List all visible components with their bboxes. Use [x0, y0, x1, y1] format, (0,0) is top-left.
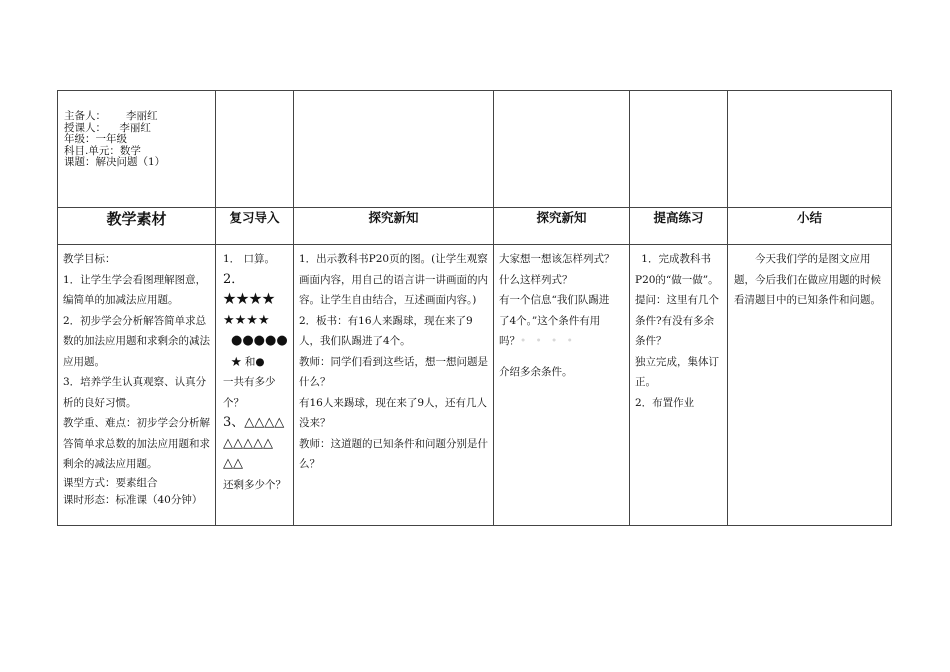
teacher-line: 授课人： 李丽红	[64, 121, 151, 134]
practice-question: 提问：这里有几个条件?有没有多余条件？	[635, 294, 719, 347]
question-remaining: 还剩多少个？	[223, 478, 286, 491]
empty-cell	[728, 91, 892, 208]
preparer-line: 主备人： 李丽红	[64, 110, 158, 122]
practice-cell	[630, 245, 728, 526]
extra-condition-note: 介绍多余条件。	[499, 365, 573, 378]
empty-cell	[216, 91, 294, 208]
word-problem: 有16人来踢球，现在来了9人，还有几人没来？	[299, 396, 488, 429]
dots-row: ●●●●●	[231, 333, 288, 348]
header-practice: 提高练习	[630, 208, 728, 245]
materials-cell	[58, 245, 216, 526]
question-total: 一共有多少个？	[223, 376, 276, 409]
practice-homework: 2．布置作业	[635, 396, 695, 409]
objective-2: 2．初步学会分析解答简单求总数的加法应用题和求剩余的减法应用题。	[63, 314, 210, 368]
lesson-plan-table	[57, 90, 892, 526]
explore-cell-1	[294, 245, 494, 526]
header-summary: 小结	[728, 208, 892, 245]
practice-item-1: 1．完成教科书P20的“做一做”。	[635, 253, 719, 286]
review-cell	[216, 245, 294, 526]
teacher-question-1: 教师：同学们看到这些话，想一想问题是什么？	[299, 355, 488, 388]
lesson-type: 课型方式：要素组合	[63, 476, 158, 489]
grade-line: 年级：一年级	[64, 133, 127, 145]
empty-cell	[630, 91, 728, 208]
empty-cell	[294, 91, 494, 208]
review-item-1: 1． 口算。	[223, 253, 276, 265]
explore-info-text: 有一个信息“我们队踢进了4个。”这个条件有用吗？	[499, 294, 610, 347]
content-row	[58, 245, 892, 526]
header-review: 复习导入	[216, 208, 294, 245]
objective-1: 1．让学生学会看图理解图意，编简单的加减法应用题。	[63, 273, 207, 306]
explore-info-question	[499, 290, 617, 352]
header-explore-2: 探究新知	[494, 208, 630, 245]
triangles-row-2: △△△△△	[223, 435, 273, 451]
header-materials: 教学素材	[58, 208, 216, 245]
meta-row	[58, 91, 892, 208]
topic-line: 课题：解决问题（1）	[64, 156, 166, 168]
objectives-heading: 教学目标：	[63, 253, 116, 265]
explore-step-2: 2．板书：有16人来踢球，现在来了9人，我们队踢进了4个。	[299, 314, 473, 347]
stars-row-1: 2．★★★★	[223, 271, 276, 307]
stars-and-dots: ★ 和●	[231, 355, 265, 368]
summary-text: 今天我们学的是图文应用题，今后我们在做应用题的时候看清题目中的已知条件和问题。	[734, 253, 881, 306]
teacher-question-2: 教师：这道题的已知条件和问题分别是什么？	[299, 437, 488, 470]
meta-block	[58, 91, 215, 169]
faint-dots: • • • •	[520, 335, 576, 347]
empty-cell	[494, 91, 630, 208]
summary-cell	[728, 245, 892, 526]
explore-prompt: 大家想一想该怎样列式？什么这样列式？	[499, 253, 615, 286]
header-row	[58, 208, 892, 245]
key-points: 教学重、难点：初步学会分析解答简单求总数的加法应用题和求剩余的减法应用题。	[63, 417, 210, 470]
lesson-form: 课时形态：标准课（40分钟）	[63, 493, 203, 506]
stars-row-2: ★★★★	[223, 312, 270, 328]
explore-step-1: 1．出示教科书P20页的图。(让学生观察画面内容，用自己的语言讲一讲画面的内容。让学生自由结合，互述画面内容。)	[299, 253, 488, 306]
triangles-row-3: △△	[223, 456, 243, 471]
practice-independent: 独立完成，集体订正。	[635, 355, 719, 388]
subject-unit-line: 科目.单元：数学	[64, 144, 141, 157]
meta-cell	[58, 91, 216, 208]
header-explore-1: 探究新知	[294, 208, 494, 245]
explore-cell-2	[494, 245, 630, 526]
triangles-row-1: 3、△△△△	[223, 415, 285, 430]
objective-3: 3．培养学生认真观察、认真分析的良好习惯。	[63, 376, 207, 409]
